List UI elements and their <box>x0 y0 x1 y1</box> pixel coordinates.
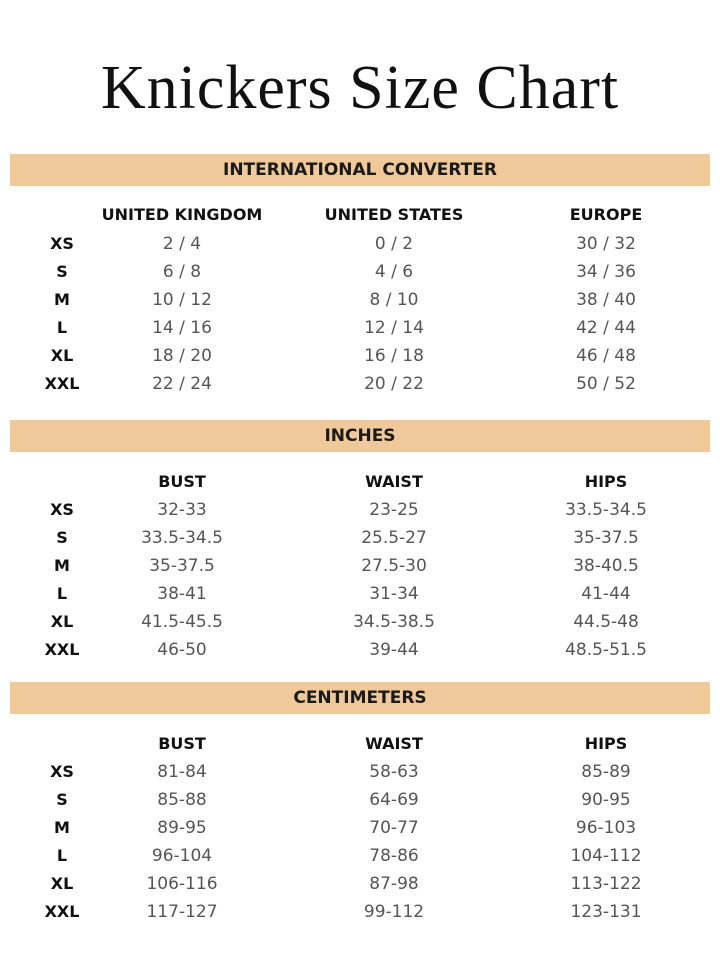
table-row <box>0 636 720 664</box>
table-row <box>0 552 720 580</box>
table-row <box>0 496 720 524</box>
size-label: L <box>56 318 68 337</box>
column-header-hips: HIPS <box>584 472 628 491</box>
size-label: XS <box>50 500 74 519</box>
table-row <box>0 342 720 370</box>
table-cell: 8 / 10 <box>369 290 419 310</box>
column-header-hips: HIPS <box>584 734 628 753</box>
table-cell: 41-44 <box>581 584 631 604</box>
table-cell: 123-131 <box>570 902 642 922</box>
table-cell: 87-98 <box>369 874 419 894</box>
table-cell: 81-84 <box>157 762 207 782</box>
table-cell: 30 / 32 <box>576 234 636 254</box>
table-cell: 18 / 20 <box>152 346 212 366</box>
column-header-waist: WAIST <box>365 472 423 491</box>
table-cell: 27.5-30 <box>361 556 427 576</box>
size-label: L <box>56 584 68 603</box>
table-row <box>0 898 720 926</box>
table-cell: 4 / 6 <box>374 262 414 282</box>
table-cell: 85-89 <box>581 762 631 782</box>
table-cell: 14 / 16 <box>152 318 212 338</box>
table-cell: 78-86 <box>369 846 419 866</box>
column-header-europe: EUROPE <box>569 205 643 224</box>
table-cell: 38-40.5 <box>573 556 639 576</box>
table-cell: 46-50 <box>157 640 207 660</box>
size-label: XXL <box>44 640 80 659</box>
table-cell: 50 / 52 <box>576 374 636 394</box>
table-row <box>0 258 720 286</box>
size-label: S <box>56 262 68 281</box>
table-cell: 20 / 22 <box>364 374 424 394</box>
table-cell: 23-25 <box>369 500 419 520</box>
table-row <box>0 870 720 898</box>
table-cell: 38 / 40 <box>576 290 636 310</box>
table-cell: 12 / 14 <box>364 318 424 338</box>
size-label: XXL <box>44 902 80 921</box>
table-cell: 96-104 <box>151 846 213 866</box>
table-cell: 96-103 <box>575 818 637 838</box>
table-cell: 104-112 <box>570 846 642 866</box>
column-header-us: UNITED STATES <box>324 205 464 224</box>
table-cell: 41.5-45.5 <box>141 612 223 632</box>
size-label: XS <box>50 234 74 253</box>
column-header-bust: BUST <box>158 472 206 491</box>
size-label: XL <box>50 612 74 631</box>
table-cell: 22 / 24 <box>152 374 212 394</box>
table-cell: 25.5-27 <box>361 528 427 548</box>
table-row <box>0 524 720 552</box>
table-cell: 32-33 <box>157 500 207 520</box>
table-row <box>0 758 720 786</box>
table-cell: 117-127 <box>146 902 218 922</box>
table-cell: 89-95 <box>157 818 207 838</box>
table-row <box>0 786 720 814</box>
section-band-centimeters: CENTIMETERS <box>10 682 710 714</box>
column-header-uk: UNITED KINGDOM <box>101 205 263 224</box>
section-band-international: INTERNATIONAL CONVERTER <box>10 154 710 186</box>
column-header-waist: WAIST <box>365 734 423 753</box>
table-cell: 35-37.5 <box>149 556 215 576</box>
table-cell: 39-44 <box>369 640 419 660</box>
table-cell: 2 / 4 <box>162 234 202 254</box>
table-cell: 85-88 <box>157 790 207 810</box>
size-label: M <box>54 556 70 575</box>
table-cell: 6 / 8 <box>162 262 202 282</box>
table-cell: 44.5-48 <box>573 612 639 632</box>
table-row <box>0 370 720 398</box>
table-cell: 113-122 <box>570 874 642 894</box>
section-band-inches: INCHES <box>10 420 710 452</box>
size-label: M <box>54 290 70 309</box>
table-cell: 42 / 44 <box>576 318 636 338</box>
table-cell: 33.5-34.5 <box>565 500 647 520</box>
table-row <box>0 230 720 258</box>
size-label: S <box>56 790 68 809</box>
size-label: XS <box>50 762 74 781</box>
size-label: M <box>54 818 70 837</box>
table-cell: 10 / 12 <box>152 290 212 310</box>
size-label: XL <box>50 874 74 893</box>
table-cell: 38-41 <box>157 584 207 604</box>
table-cell: 70-77 <box>369 818 419 838</box>
table-cell: 33.5-34.5 <box>141 528 223 548</box>
table-cell: 99-112 <box>363 902 425 922</box>
table-cell: 64-69 <box>369 790 419 810</box>
table-cell: 90-95 <box>581 790 631 810</box>
table-cell: 31-34 <box>369 584 419 604</box>
size-label: XL <box>50 346 74 365</box>
table-row <box>0 842 720 870</box>
page-title: Knickers Size Chart <box>100 54 620 122</box>
table-cell: 35-37.5 <box>573 528 639 548</box>
size-label: L <box>56 846 68 865</box>
table-row <box>0 286 720 314</box>
size-label: S <box>56 528 68 547</box>
table-cell: 34.5-38.5 <box>353 612 435 632</box>
table-cell: 106-116 <box>146 874 218 894</box>
size-label: XXL <box>44 374 80 393</box>
table-cell: 48.5-51.5 <box>565 640 647 660</box>
table-row <box>0 580 720 608</box>
table-cell: 46 / 48 <box>576 346 636 366</box>
table-cell: 58-63 <box>369 762 419 782</box>
table-cell: 0 / 2 <box>374 234 414 254</box>
table-cell: 16 / 18 <box>364 346 424 366</box>
table-row <box>0 314 720 342</box>
table-cell: 34 / 36 <box>576 262 636 282</box>
table-row <box>0 814 720 842</box>
column-header-bust: BUST <box>158 734 206 753</box>
table-row <box>0 608 720 636</box>
